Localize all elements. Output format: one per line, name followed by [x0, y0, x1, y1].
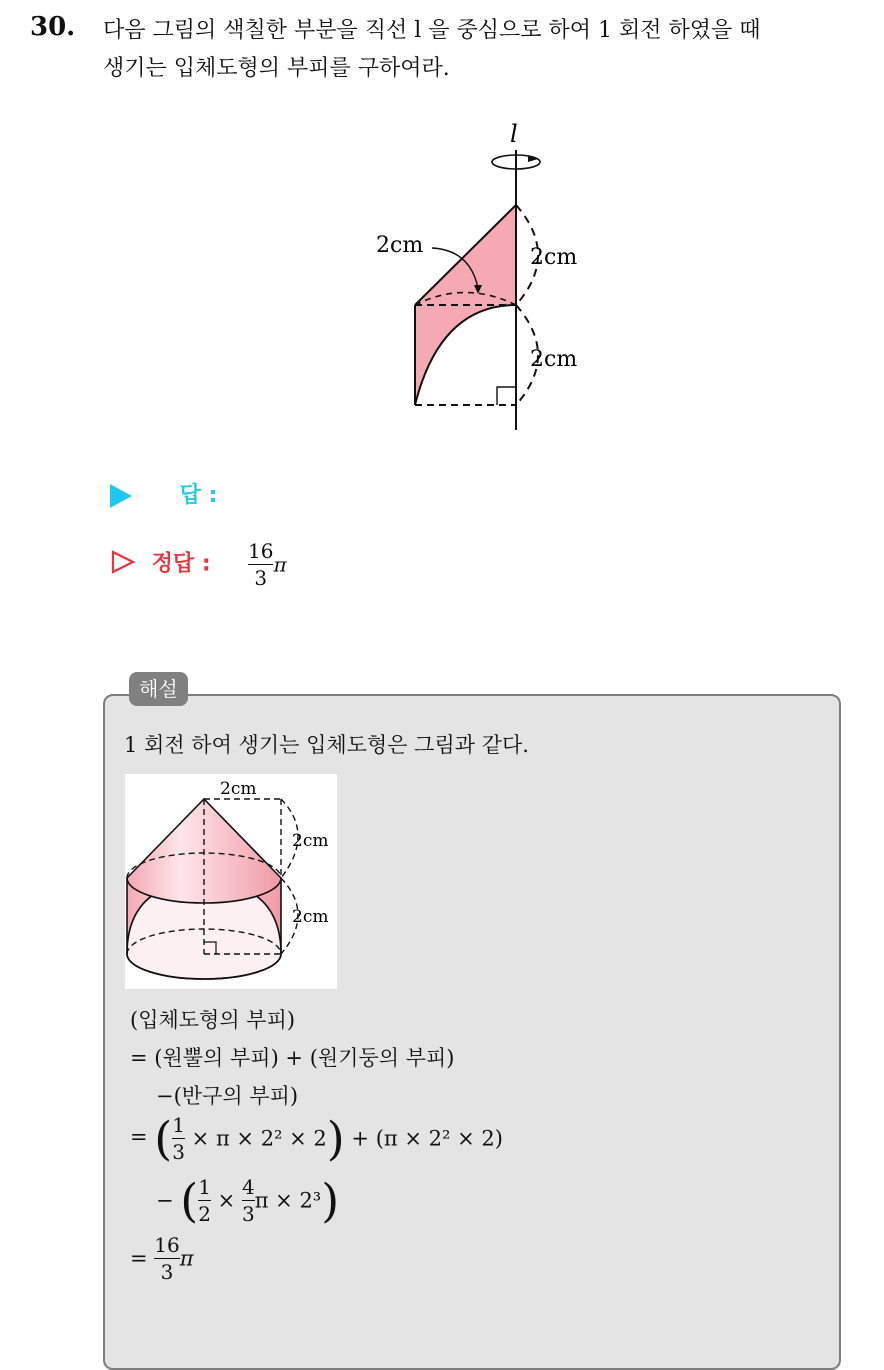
correct-answer-label: 정답 : [151, 551, 211, 577]
correct-answer-row [110, 540, 287, 589]
final-fraction: $\frac{16}{3}$ [154, 1233, 180, 1284]
solution-line-5: − ( $\frac{1}{2}$ × $\frac{4}{3}$ π × 2³) [156, 1173, 340, 1228]
fraction-one-half: $\frac{1}{2}$ [198, 1175, 211, 1226]
solution-line-2: = (원뿔의 부피) + (원기둥의 부피) [130, 1046, 455, 1070]
question-line-2: 생기는 입체도형의 부피를 구하여라. [103, 56, 450, 81]
question-number: 30. [30, 12, 76, 42]
fraction-one-third: $\frac{1}{3}$ [172, 1113, 185, 1164]
question-line-1: 다음 그림의 색칠한 부분을 직선 l 을 중심으로 하여 1 회전 하였을 때 [103, 18, 761, 43]
equals-sign: = [130, 1125, 148, 1149]
label-slant-length: 2cm [376, 233, 424, 258]
question-text [103, 12, 873, 88]
solution-line-1: (입체도형의 부피) [130, 1008, 296, 1032]
solid-figure [125, 774, 337, 989]
label-right-top: 2cm [530, 245, 578, 270]
label-right-bottom: 2cm [530, 347, 578, 372]
fraction-numerator: 16 [247, 539, 274, 563]
cylinder-term: π × 2² × 2 [383, 1126, 495, 1151]
pi-symbol: π [273, 552, 287, 577]
times-sign: × [217, 1188, 236, 1213]
fig2-label-top: 2cm [220, 779, 257, 799]
plus-sign: + [351, 1126, 370, 1151]
play-outline-icon [110, 549, 136, 581]
solution-line-6 [130, 1234, 194, 1283]
fraction-denominator: 3 [254, 566, 268, 590]
answer-row [110, 478, 217, 509]
rotation-figure [360, 110, 610, 440]
play-icon [110, 484, 132, 508]
solution-intro: 1 회전 하여 생기는 입체도형은 그림과 같다. [124, 733, 529, 757]
solution-line-3: −(반구의 부피) [156, 1084, 299, 1108]
solution-line-4: = ( $\frac{1}{3}$ × π × 2² × 2) + (π × 2² × 2) [130, 1111, 503, 1166]
correct-answer-fraction [248, 540, 273, 589]
hemisphere-term: π × 2³ [254, 1188, 322, 1213]
equals-sign: = [130, 1246, 148, 1271]
answer-label: 답 : [179, 483, 218, 508]
axis-label: l [510, 120, 518, 148]
minus-sign: − [156, 1188, 174, 1213]
cone-term: × π × 2² × 2 [191, 1126, 327, 1151]
pi-symbol: π [179, 1246, 194, 1271]
fig2-label-right-top: 2cm [292, 831, 329, 851]
fig2-label-right-bottom: 2cm [292, 907, 329, 927]
solution-tag: 해설 [129, 672, 188, 706]
fraction-four-thirds: $\frac{4}{3}$ [241, 1175, 255, 1226]
